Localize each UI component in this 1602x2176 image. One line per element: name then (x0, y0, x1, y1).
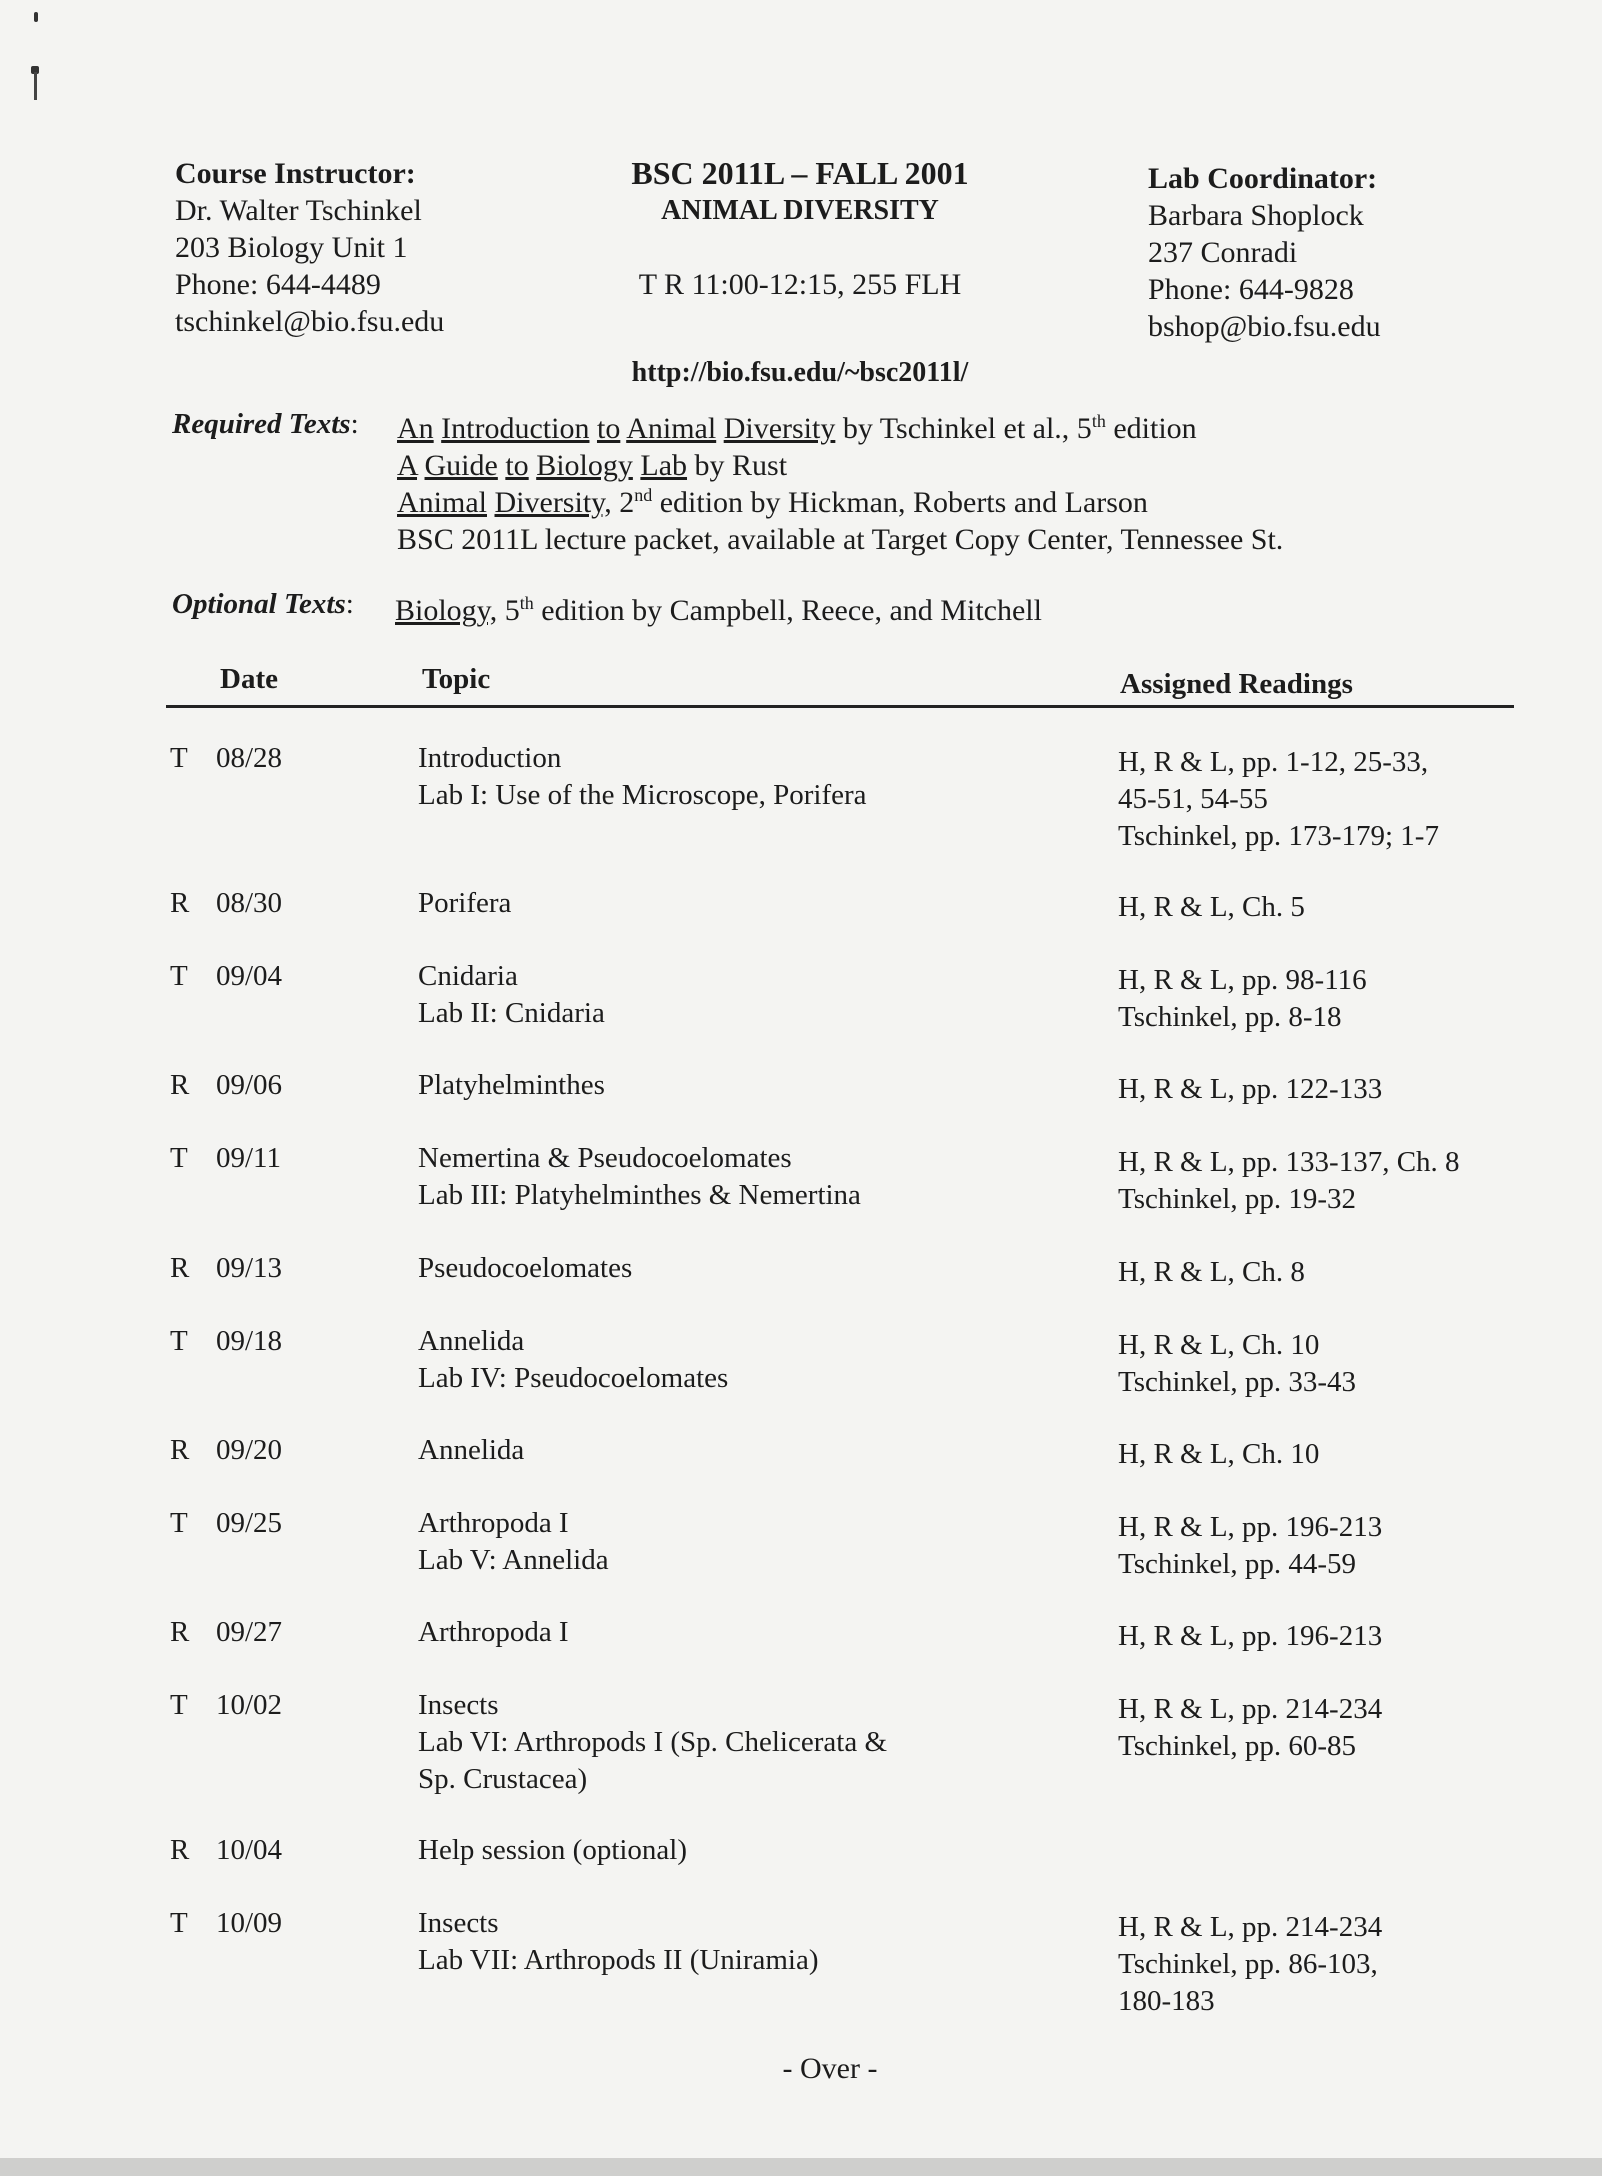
reading-line: H, R & L, Ch. 5 (1118, 891, 1305, 923)
instructor-block (175, 155, 444, 340)
row-date: 09/25 (216, 1507, 283, 1539)
topic-line: Help session (optional) (418, 1834, 688, 1866)
text-item (397, 447, 1283, 484)
reading-line: Tschinkel, pp. 33-43 (1118, 1366, 1356, 1398)
row-readings (1118, 1691, 1382, 1765)
text-fragment: th (519, 593, 534, 613)
topic-line: Insects (418, 1689, 499, 1721)
topic-line: Lab I: Use of the Microscope, Porifera (418, 779, 867, 811)
text-item (397, 410, 1283, 447)
topic-line: Lab VI: Arthropods I (Sp. Chelicerata & (418, 1726, 887, 1758)
topic-line: Sp. Crustacea) (418, 1763, 588, 1795)
text-fragment: edition (1105, 412, 1197, 445)
reading-line: Tschinkel, pp. 19-32 (1118, 1183, 1356, 1215)
reading-line: H, R & L, pp. 214-234 (1118, 1693, 1383, 1725)
reading-line: H, R & L, Ch. 10 (1118, 1329, 1320, 1361)
row-date: 08/28 (216, 742, 283, 774)
text-fragment (417, 449, 425, 482)
row-date: 10/04 (216, 1834, 283, 1866)
row-day: R (170, 1434, 190, 1466)
row-readings (1118, 1144, 1460, 1218)
row-topic (418, 885, 511, 922)
text-fragment: Biology (536, 449, 633, 482)
row-day: T (170, 960, 188, 992)
row-readings (1118, 1254, 1305, 1291)
row-topic (418, 1432, 524, 1469)
reading-line: Tschinkel, pp. 60-85 (1118, 1730, 1356, 1762)
text-fragment: Diversity (723, 412, 836, 445)
topic-line: Insects (418, 1907, 499, 1939)
reading-line: H, R & L, pp. 214-234 (1118, 1911, 1383, 1943)
row-topic (418, 1140, 861, 1214)
text-fragment: Biology, (395, 594, 498, 627)
course-url: http://bio.fsu.edu/~bsc2011l/ (631, 357, 969, 388)
reading-line: H, R & L, pp. 196-213 (1118, 1511, 1383, 1543)
coordinator-line: Barbara Shoplock (1148, 199, 1364, 232)
row-readings (1118, 889, 1305, 926)
row-topic (418, 740, 867, 814)
row-date: 09/06 (216, 1069, 283, 1101)
reading-line: 180-183 (1118, 1985, 1215, 2017)
text-fragment: nd (634, 485, 653, 505)
row-readings (1118, 1071, 1382, 1108)
topic-line: Annelida (418, 1325, 525, 1357)
topic-line: Lab II: Cnidaria (418, 997, 605, 1029)
row-topic (418, 1250, 632, 1287)
text-fragment: 5 (497, 594, 520, 627)
topic-line: Pseudocoelomates (418, 1252, 633, 1284)
row-readings (1118, 1327, 1356, 1401)
row-date: 09/11 (216, 1142, 281, 1174)
row-day: R (170, 1252, 190, 1284)
row-date: 09/04 (216, 960, 283, 992)
text-fragment (589, 412, 597, 445)
text-fragment: Animal (626, 412, 717, 445)
topic-line: Nemertina & Pseudocoelomates (418, 1142, 792, 1174)
row-readings (1118, 1436, 1319, 1473)
reading-line: Tschinkel, pp. 44-59 (1118, 1548, 1356, 1580)
row-topic (418, 1323, 728, 1397)
topic-line: Annelida (418, 1434, 525, 1466)
coordinator-email: bshop@bio.fsu.edu (1148, 310, 1381, 343)
topic-line: Lab IV: Pseudocoelomates (418, 1362, 729, 1394)
text-fragment: An (397, 412, 434, 445)
topic-line: Introduction (418, 742, 562, 774)
reading-line: Tschinkel, pp. 86-103, (1118, 1948, 1378, 1980)
topic-line: Arthropoda I (418, 1507, 569, 1539)
row-day: R (170, 1834, 190, 1866)
text-fragment: to (596, 412, 621, 445)
required-texts-list (397, 410, 1283, 558)
row-date: 09/13 (216, 1252, 283, 1284)
row-day: R (170, 887, 190, 919)
topic-line: Lab V: Annelida (418, 1544, 609, 1576)
row-date: 10/09 (216, 1907, 283, 1939)
row-topic (418, 1505, 609, 1579)
text-fragment: th (1091, 411, 1106, 431)
reading-line: H, R & L, pp. 1-12, 25-33, (1118, 746, 1429, 778)
spacer (560, 229, 1040, 266)
row-readings (1118, 962, 1367, 1036)
row-date: 09/18 (216, 1325, 283, 1357)
row-date: 09/27 (216, 1616, 283, 1648)
row-day: T (170, 1507, 188, 1539)
course-block (560, 155, 1040, 303)
text-fragment: A (397, 449, 418, 482)
topic-line: Lab III: Platyhelminthes & Nemertina (418, 1179, 861, 1211)
row-date: 10/02 (216, 1689, 283, 1721)
text-fragment: edition by Campbell, Reece, and Mitchell (533, 594, 1042, 627)
row-readings (1118, 1618, 1382, 1655)
row-date: 08/30 (216, 887, 283, 919)
instructor-line: Dr. Walter Tschinkel (175, 194, 422, 227)
column-header-readings: Assigned Readings (1120, 668, 1353, 700)
reading-line: H, R & L, pp. 196-213 (1118, 1620, 1383, 1652)
text-fragment (487, 486, 495, 519)
text-item (397, 484, 1283, 521)
row-topic (418, 1905, 819, 1979)
text-fragment: by Tschinkel et al., 5 (835, 412, 1092, 445)
optional-texts-label: Optional Texts: (172, 588, 354, 620)
text-fragment: BSC 2011L lecture packet, available at Target Copy Center, Tennessee St. (397, 523, 1284, 556)
text-item (395, 592, 1042, 629)
row-topic (418, 1067, 605, 1104)
text-fragment: 2 (611, 486, 635, 519)
topic-line: Porifera (418, 887, 512, 919)
instructor-line: 203 Biology Unit 1 (175, 231, 408, 264)
text-fragment: Diversity, (494, 486, 612, 519)
row-day: R (170, 1069, 190, 1101)
row-day: T (170, 1907, 188, 1939)
course-title: ANIMAL DIVERSITY (661, 195, 939, 226)
row-readings (1118, 1509, 1382, 1583)
coordinator-block (1148, 160, 1381, 345)
reading-line: H, R & L, pp. 122-133 (1118, 1073, 1383, 1105)
topic-line: Lab VII: Arthropods II (Uniramia) (418, 1944, 819, 1976)
row-topic (418, 958, 605, 1032)
reading-line: H, R & L, pp. 133-137, Ch. 8 (1118, 1146, 1460, 1178)
row-topic (418, 1832, 687, 1869)
text-fragment: Introduction (441, 412, 590, 445)
text-fragment: Animal (397, 486, 487, 519)
scan-edge (0, 2158, 1602, 2176)
reading-line: 45-51, 54-55 (1118, 783, 1268, 815)
text-fragment: edition by Hickman, Roberts and Larson (652, 486, 1148, 519)
reading-line: H, R & L, pp. 98-116 (1118, 964, 1367, 996)
course-code: BSC 2011L – FALL 2001 (631, 155, 969, 191)
reading-line: Tschinkel, pp. 173-179; 1-7 (1118, 820, 1439, 852)
text-fragment: by Rust (687, 449, 788, 482)
header-rule (166, 705, 1514, 708)
reading-line: Tschinkel, pp. 8-18 (1118, 1001, 1342, 1033)
row-topic (418, 1614, 569, 1651)
reading-line: H, R & L, Ch. 10 (1118, 1438, 1320, 1470)
page-footer: - Over - (782, 2052, 878, 2085)
column-header-topic: Topic (422, 663, 491, 695)
topic-line: Cnidaria (418, 960, 518, 992)
topic-line: Arthropoda I (418, 1616, 569, 1648)
coordinator-line: Phone: 644-9828 (1148, 273, 1354, 306)
row-day: T (170, 742, 188, 774)
row-day: T (170, 1689, 188, 1721)
coordinator-line: 237 Conradi (1148, 236, 1298, 269)
topic-line: Platyhelminthes (418, 1069, 605, 1101)
row-day: T (170, 1325, 188, 1357)
reading-line: H, R & L, Ch. 8 (1118, 1256, 1305, 1288)
coordinator-label: Lab Coordinator: (1148, 162, 1378, 195)
required-texts-label: Required Texts: (172, 408, 359, 440)
text-fragment (716, 412, 724, 445)
column-header-date: Date (220, 663, 278, 695)
row-day: T (170, 1142, 188, 1174)
course-schedule: T R 11:00-12:15, 255 FLH (638, 268, 962, 301)
instructor-email: tschinkel@bio.fsu.edu (175, 305, 445, 338)
instructor-line: Phone: 644-4489 (175, 268, 381, 301)
staple-mark (28, 66, 42, 106)
text-item (397, 521, 1283, 558)
row-readings (1118, 1909, 1382, 2020)
optional-texts-list (395, 592, 1042, 629)
row-date: 09/20 (216, 1434, 283, 1466)
row-readings (1118, 744, 1439, 855)
text-fragment: Guide (424, 449, 498, 482)
instructor-label: Course Instructor: (175, 157, 416, 190)
row-topic (418, 1687, 887, 1798)
scan-mark (34, 12, 38, 22)
text-fragment: Lab (640, 449, 688, 482)
row-day: R (170, 1616, 190, 1648)
text-fragment: to (505, 449, 529, 482)
